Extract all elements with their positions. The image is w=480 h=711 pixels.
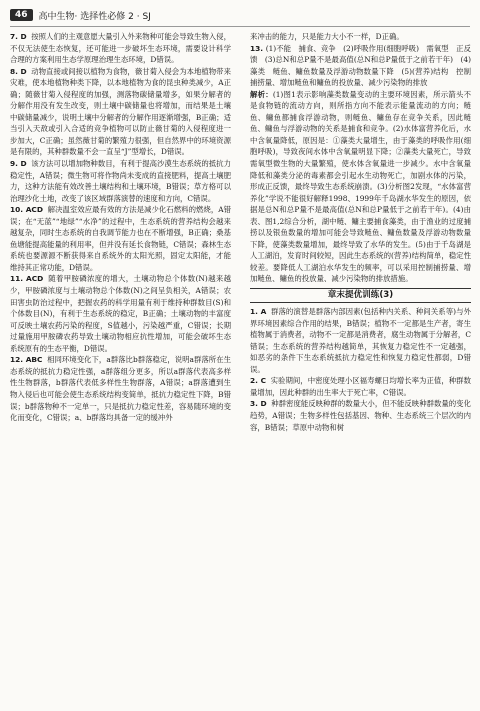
answer-item xyxy=(250,306,471,375)
answer-text: 随着甲胺磷浓度的增大，土壤动物总个体数(N)越来越少，甲胺磷浓度与土壤动物总个体数(N)之间呈负相关，A错误；农田害虫防治过程中，把握农药的科学用量有利于维持种群数目(S)和个体数目(N)，有利于生态系统的稳定，B正确；土壤动物的丰富度可反映土壤农药污染的程度，S值越小，污染越严重，C错误；长期过量施用甲胺磷农药导致土壤动物相应抗性增加，可能会破坏生态系统原有的生态平衡，D错误。 xyxy=(10,274,231,353)
question-number: 7. xyxy=(10,32,21,41)
answer-text: 群落的演替是群落内部因素(包括种内关系、种间关系等)与外界环境因素综合作用的结果，B错误；植物不一定都是生产者，寄生植物属于消费者，动物不一定都是消费者，腐生动物属于分解者，C错误；生态系统的营养结构越简单，其恢复力稳定性不一定越强，如恶劣的条件下生态系统抵抗力稳定性和恢复力稳定性都弱，D错误。 xyxy=(250,307,471,374)
answer-choice: ACD xyxy=(25,205,46,215)
question-number: 2. xyxy=(250,376,261,386)
book-title: 高中生物 xyxy=(38,11,75,22)
question-number: 1. xyxy=(250,307,261,317)
answer-text: 种群密度能反映种群的数量大小，但不能反映种群数量的变化趋势，A错误；生物多样性包括基因、物种、生态系统三个层次的内容，B错误；草原中动物和树 xyxy=(250,399,471,432)
answer-choice: D xyxy=(20,159,30,169)
answer-text: 解决温室效应最有效的方法是减少化石燃料的燃烧，A错误；在“无蓝”“地绿”“水净”的过程中，生态系统的营养结构会越来越复杂，同时生态系统的自我调节能力也在不断增强，B正确；桑基鱼塘能提高能量的利用率，但并没有延长食物链，C错误；森林生态系统也要源源不断获得来自系统外的太阳光照，固定太阳能，才能维持其正常功能，D错误。 xyxy=(10,205,232,272)
answer-item xyxy=(10,158,231,204)
page-number: 46 xyxy=(10,9,33,21)
answer-choice: C xyxy=(260,376,269,386)
answer-text: 动物直接或间接以植物为食物，薇甘菊入侵会为本地植物带来灾难，使本地植物种类下降，以本地植物为食的昆虫种类减少，A正确；随薇甘菊入侵程度的加强，测落物碳储量增多，如果分解者的分解作用没有发生改变，则土壤中碳储量也将增加，而结果是土壤中碳储量减少，说明土壤中分解者的分解作用逐渐增强，B正确；适当引入天敌或引入合适的竞争植物可以防止薇甘菊的入侵程度进一步加大，C正确；虽然薇甘菊的繁殖力很强，但自然界中的环境资源是有限的，其种群数量不会一直呈“J”型增长，D错误。 xyxy=(10,66,231,157)
left-column xyxy=(10,31,231,424)
answer-choice: ACD xyxy=(26,274,47,284)
question-number: 12. xyxy=(10,355,26,365)
answer-choice: D xyxy=(260,399,270,409)
answer-choice: ABC xyxy=(25,355,46,365)
answer-item xyxy=(10,31,231,66)
section-title: 章末提优训练(3) xyxy=(250,288,471,303)
answer-choice: A xyxy=(260,307,269,317)
question-number: 8. xyxy=(10,66,21,76)
right-column xyxy=(250,31,471,433)
question-number: 9. xyxy=(10,159,21,169)
question-number: 11. xyxy=(10,274,27,284)
answer-item xyxy=(10,273,231,354)
answer-text: (1)不能 捕食、竞争 (2)呼吸作用(细胞呼吸) 需氧型 正反馈 (3)总N和总P量不是最高值(总N和总P量低于之前若干年) (4)藻类 鲢鱼、鳙鱼数量及浮游动物数量下降 (5)(营养)结构 控制捕捞量、增加鲢鱼和鳙鱼的投放量、减少污染物的排放 xyxy=(250,43,471,88)
answer-text: 相同环境变化下，a群落比b群落稳定，说明a群落所在生态系统的抵抗力稳定性强，a群落组分更多，所以a群落代表高多样性生物群落，b群落代表低多样性生物群落，A错误；a群落遭到生物入侵后也可能会使生态系统结构变简单，抵抗力稳定性下降，B错误；b群落物种不一定单一，只是抵抗力稳定性差，容易随环境的变化而变化，C错误；a、b群落均具备一定的缓冲外 xyxy=(10,355,231,423)
answer-item xyxy=(10,66,231,158)
analysis-label: 解析： xyxy=(250,89,273,99)
answer-text: 实验期间，中密度处理小区福寿螺日均增长率为正值，种群数量增加，因此种群的出生率大于死亡率，C错误。 xyxy=(250,376,471,397)
answer-choice: D xyxy=(20,66,30,76)
answer-item xyxy=(250,43,471,89)
header-divider xyxy=(10,26,470,27)
page-header xyxy=(10,6,470,24)
answer-item xyxy=(250,375,471,398)
answer-item xyxy=(10,354,231,423)
answer-item xyxy=(250,89,471,285)
answer-text: 来冲击的能力，只是能力大小不一样，D正确。 xyxy=(250,32,404,41)
question-number: 13. xyxy=(250,43,266,53)
answer-text: 该方法可以增加物种数目，有利于提高沙漠生态系统的抵抗力稳定性，A错误；微生物可将作物尚未变成的直接肥料，提高土壤肥力，这种方法能有效改善土壤结构和土壤环境，B错误；草方格可以治理沙化土地，改变了该区域群落演替的速度和方向，C错误。 xyxy=(10,159,231,203)
question-number: 10. xyxy=(10,205,26,215)
question-number: 3. xyxy=(250,399,261,409)
answer-item xyxy=(10,204,231,273)
answer-text: (1)图1表示影响藻类数量变动的主要环境因素，所示箭头不是食物链的流动方向，则所指方向不能表示能量流动的方向；鲢鱼、鳙鱼都捕食浮游动物，则鲢鱼、鳙鱼存在竞争关系，因此鲢鱼、鳙鱼与浮游动物的关系是捕食和竞争。(2)水体富营养化后，水中含氧量降低，原因是：①藻类大量增生，由于藻类的呼吸作用(细胞呼吸)，导致夜间水体中含氧量明显下降；②藻类大量死亡，导致需氧型微生物的大量繁殖，使水体含氧量进一步减少。水中含氧量降低和藻类分泌的毒素都会引起水生动物死亡，加剧水体的污染，形成正反馈，最终导致生态系统崩溃。(3)分析图2发现，“水体富营养化”学说不能很好解释1998、1999年千岛湖水华发生的原因，依据是总N和总P量不是最高值(总N和总P量低于之前若干年)。(4)由表、图1,2综合分析，湖中鲢、鳙主要捕食藻类，由于渔业的过度捕捞以及银鱼数量的增加可能会导致鲢鱼、鳙鱼数量及浮游动物数量下降，使藻类数量增加，最终导致了水华的发生。(5)由于千岛湖是人工湖泊，发育时间较短，因此生态系统的(营养)结构简单，稳定性较差。要降低人工湖泊水华发生的频率，可以采用控制捕捞量、增加鲢鱼、鳙鱼的投放量、减少污染物的排放措施。 xyxy=(250,89,471,284)
book-subtitle: · 选择性必修 2 · SJ xyxy=(74,11,151,22)
answer-item xyxy=(250,31,471,43)
answer-choice: D xyxy=(20,32,30,41)
answer-item xyxy=(250,398,471,433)
answer-text: 按照人们的主观意愿大量引入外来物种可能会导致生物入侵，不仅无法使生态恢复，还可能进一步破坏生态环境，需要设计科学合理的方案利用生态学原理治理生态环境，D错误。 xyxy=(10,32,231,65)
